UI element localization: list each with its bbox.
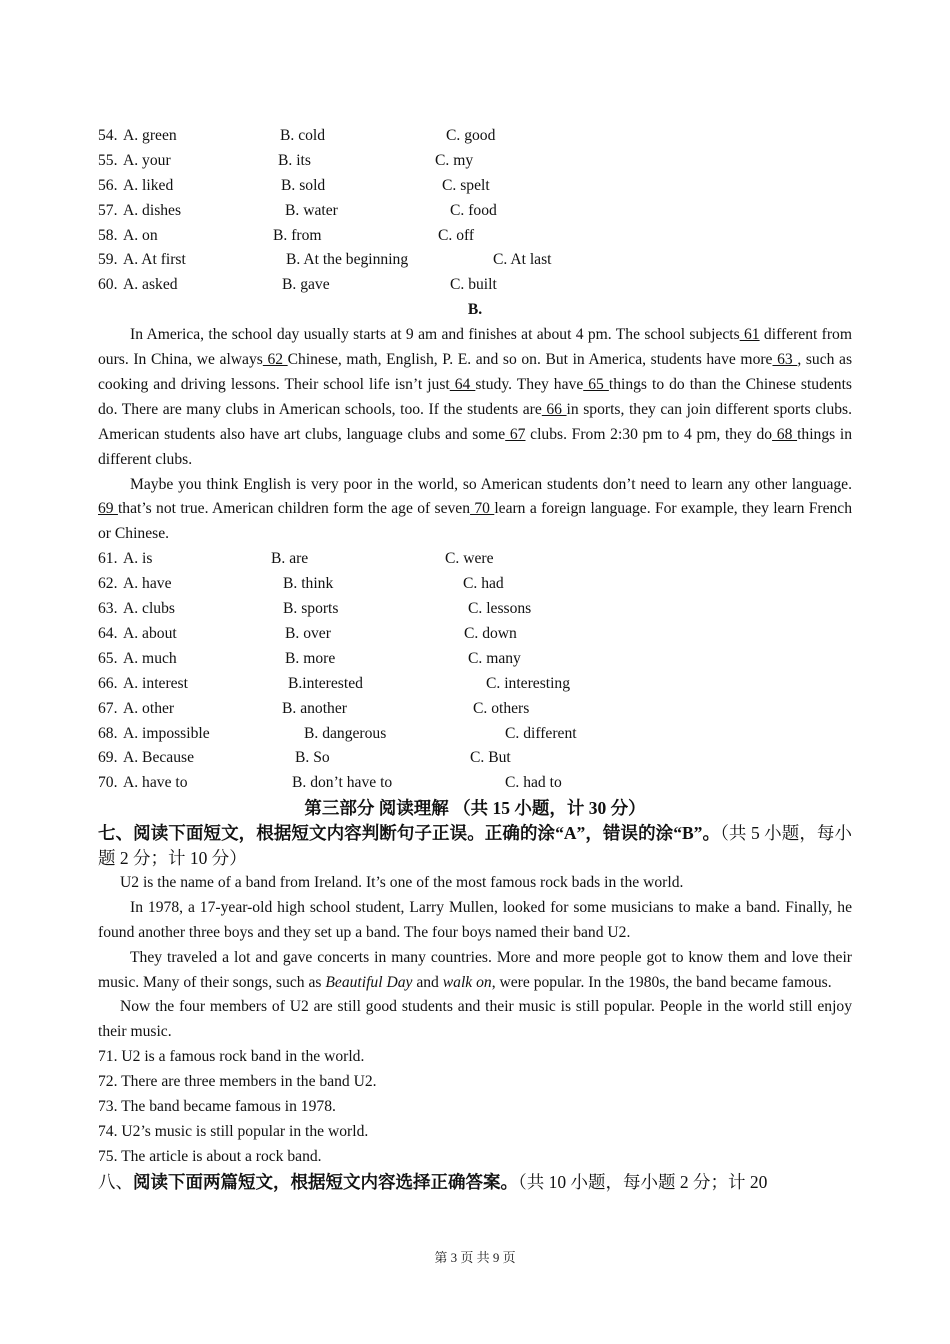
question-number: 58. — [98, 226, 118, 244]
blank-62: 62 — [262, 351, 288, 369]
blank-67: 67 — [505, 425, 526, 443]
option-c: C. had to — [505, 774, 562, 792]
option-c: C. my — [435, 151, 474, 169]
question-row — [98, 199, 852, 224]
option-a: A. have to — [123, 774, 188, 792]
option-b: B. sports — [283, 600, 339, 618]
question-number: 54. — [98, 127, 118, 144]
question-row — [98, 622, 852, 647]
question-number: 66. — [98, 674, 118, 692]
blank-64: 64 — [449, 375, 476, 393]
blank-68: 68 — [772, 425, 798, 443]
blank-63: 63 — [772, 351, 798, 369]
section7-statements — [98, 1045, 852, 1169]
option-a: A. dishes — [123, 201, 182, 219]
page-footer: 第 3 页 共 9 页 — [434, 1250, 516, 1265]
question-number: 64. — [98, 624, 118, 642]
question-row — [98, 273, 852, 298]
section7-paragraph-1: U2 is the name of a band from Ireland. It’s one of the most famous rock bads in the world. — [120, 873, 684, 891]
option-b: B. So — [295, 749, 330, 767]
option-b: B. from — [273, 226, 322, 244]
option-c: C. off — [438, 226, 475, 244]
section7-paragraph-3: They traveled a lot and gave concerts in many countries. More and more people got to know them and love their music. Many of their songs, such as Beautiful Day and walk on, were popular. In the 1980s, the band became famous. — [98, 948, 852, 991]
blank-65: 65 — [583, 375, 609, 393]
question-number: 55. — [98, 151, 118, 169]
question-row — [98, 722, 852, 747]
option-a: A. Because — [123, 749, 195, 767]
option-a: A. have — [123, 575, 172, 593]
question-row — [98, 746, 852, 771]
option-b: B. its — [278, 151, 311, 169]
statement-item: 72. There are three members in the band U2. — [98, 1073, 377, 1091]
blank-61: 61 — [739, 326, 760, 344]
option-c: C. built — [450, 276, 497, 294]
option-a: A. At first — [123, 251, 186, 269]
option-b: B. think — [283, 575, 334, 593]
option-a: A. much — [123, 649, 177, 667]
option-a: A. is — [123, 550, 153, 568]
question-number: 60. — [98, 276, 118, 294]
question-number: 61. — [98, 550, 118, 568]
option-b: B. more — [285, 649, 336, 667]
option-c: C. food — [450, 201, 497, 219]
options-54-60 — [98, 124, 852, 298]
option-a: A. green — [123, 127, 177, 144]
option-a: A. asked — [123, 276, 178, 294]
section7-paragraph-2: In 1978, a 17-year-old high school student, Larry Mullen, looked for some musicians to make a band. Finally, he found another three boys and they set up a band. The four boys named their band U2. — [98, 898, 852, 941]
option-a: A. clubs — [123, 600, 175, 618]
option-c: C. But — [470, 749, 511, 767]
song-title-1: Beautiful Day — [325, 973, 413, 991]
options-61-70 — [98, 547, 852, 796]
option-c: C. many — [468, 649, 521, 667]
question-row — [98, 124, 852, 149]
question-number: 63. — [98, 600, 118, 618]
question-number: 68. — [98, 724, 118, 742]
option-c: C. others — [473, 699, 530, 717]
option-b: B.interested — [288, 674, 363, 692]
option-c: C. were — [445, 550, 494, 568]
option-b: B. another — [282, 699, 347, 717]
blank-70: 70 — [470, 500, 495, 518]
question-number: 62. — [98, 575, 118, 593]
option-c: C. At last — [493, 251, 552, 269]
statement-item: 73. The band became famous in 1978. — [98, 1098, 336, 1116]
option-a: A. on — [123, 226, 158, 244]
option-a: A. about — [123, 624, 177, 642]
option-b: B. cold — [280, 127, 326, 144]
question-row — [98, 248, 852, 273]
question-number: 59. — [98, 251, 118, 269]
passage-b-paragraph-2: Maybe you think English is very poor in the world, so American students don’t need to learn any other language. 69 that’s not true. American children form the age of seven 70 learn a foreign language. For example, they learn French or Chinese. — [98, 475, 853, 543]
statement-item: 71. U2 is a famous rock band in the world. — [98, 1048, 365, 1066]
part3-title: 第三部分 阅读理解 （共 15 小题，计 30 分） — [304, 798, 646, 819]
statement-item: 74. U2’s music is still popular in the world. — [98, 1122, 369, 1140]
option-c: C. lessons — [468, 600, 532, 618]
option-a: A. other — [123, 699, 175, 717]
option-a: A. interest — [123, 674, 188, 692]
option-c: C. different — [505, 724, 577, 742]
option-a: A. impossible — [123, 724, 210, 742]
option-b: B. don’t have to — [292, 774, 393, 792]
option-c: C. spelt — [442, 176, 490, 194]
option-b: B. over — [285, 624, 331, 642]
blank-66: 66 — [541, 400, 567, 418]
question-row — [98, 771, 852, 796]
question-row — [98, 224, 852, 249]
passage-b-paragraph-1: In America, the school day usually starts at 9 am and finishes at about 4 pm. The school subjects 61 different from ours. In China, we always 62 Chinese, math, English, P. E. and so on. But in America, students have more 63 , such as cooking and driving lessons. Their school life isn’t just 64 study. They have 65 things to do than the Chinese students do. There are many clubs in American schools, too. If the students are 66 in sports, they can join different sports clubs. American students also have art clubs, language clubs and some 67 clubs. From 2:30 pm to 4 pm, they do 68 things in different clubs. — [98, 326, 853, 468]
option-b: B. sold — [281, 176, 326, 194]
option-b: B. gave — [282, 276, 330, 294]
option-a: A. liked — [123, 176, 174, 194]
question-row — [98, 672, 852, 697]
question-row — [98, 547, 852, 572]
section8-title: 八、阅读下面两篇短文，根据短文内容选择正确答案。（共 10 小题，每小题 2 分；计 20 — [98, 1171, 768, 1192]
option-c: C. down — [464, 624, 517, 642]
option-c: C. interesting — [486, 674, 571, 692]
statement-item: 75. The article is about a rock band. — [98, 1147, 322, 1165]
question-number: 65. — [98, 649, 118, 667]
section7-paragraph-4: Now the four members of U2 are still good students and their music is still popular. People in the world still enjoy their music. — [98, 998, 852, 1041]
question-number: 67. — [98, 699, 118, 717]
question-row — [98, 697, 852, 722]
question-number: 57. — [98, 201, 118, 219]
question-row — [98, 174, 852, 199]
option-c: C. good — [446, 127, 496, 144]
option-a: A. your — [123, 151, 171, 169]
question-row — [98, 572, 852, 597]
question-number: 70. — [98, 774, 118, 792]
song-title-2: walk on — [442, 973, 492, 991]
section7-title: 七、阅读下面短文，根据短文内容判断句子正误。正确的涂“A”，错误的涂“B”。（共 5 小题，每小题 2 分；计 10 分） — [98, 823, 852, 868]
option-b: B. are — [271, 550, 309, 568]
section-b-title: B. — [467, 301, 483, 319]
question-number: 69. — [98, 749, 118, 767]
option-b: B. water — [285, 201, 338, 219]
question-number: 56. — [98, 176, 118, 194]
question-row — [98, 149, 852, 174]
question-row — [98, 597, 852, 622]
exam-page — [98, 124, 852, 1195]
option-c: C. had — [463, 575, 504, 593]
option-b: B. dangerous — [304, 724, 387, 742]
option-b: B. At the beginning — [286, 251, 409, 269]
question-row — [98, 647, 852, 672]
blank-69: 69 — [98, 500, 118, 518]
